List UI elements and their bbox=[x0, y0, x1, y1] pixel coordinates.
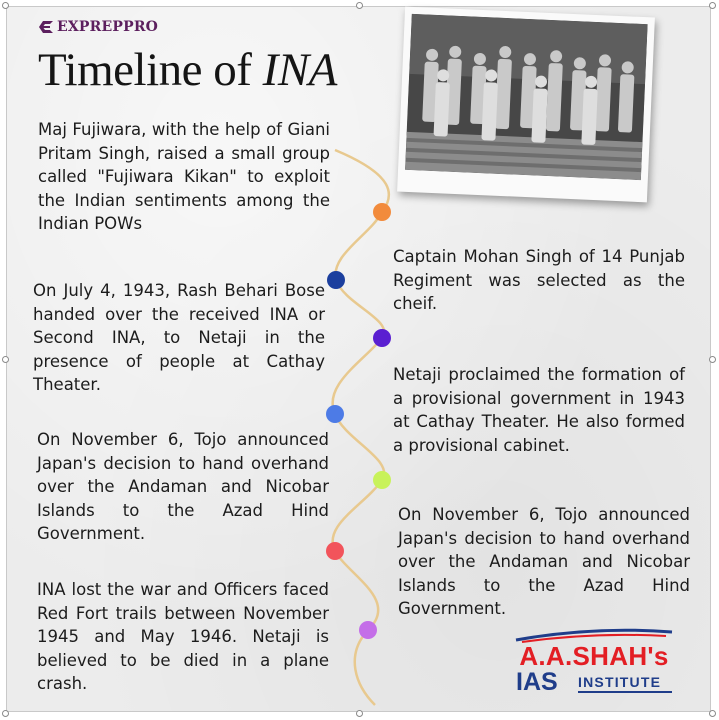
logo-ias: IAS bbox=[516, 668, 558, 696]
timeline-entry-7: INA lost the war and Officers faced Red Fort trails between November 1945 and May 1946. Netaji is believed to be died in a plane crash. bbox=[37, 580, 329, 693]
logo-name: A.A.SHAH's bbox=[519, 641, 669, 671]
title-emphasis: INA bbox=[262, 44, 337, 96]
institute-logo bbox=[514, 628, 674, 694]
timeline-dot-7 bbox=[359, 621, 377, 639]
timeline-dot-1 bbox=[373, 203, 391, 221]
brand-name: EXPREPPRO bbox=[57, 19, 159, 35]
logo-institute: INSTITUTE bbox=[578, 674, 662, 690]
title-main: Timeline of bbox=[38, 44, 263, 96]
timeline-dot-3 bbox=[373, 329, 391, 347]
timeline-entry-5: On November 6, Tojo announced Japan's decision to hand overhand over the Andaman and Nicobar Islands to the Azad Hind Government. bbox=[37, 430, 329, 543]
timeline-entry-2: Captain Mohan Singh of 14 Punjab Regiment was selected as the cheif. bbox=[393, 247, 685, 313]
timeline-dot-4 bbox=[326, 405, 344, 423]
timeline-entry-3: On July 4, 1943, Rash Behari Bose handed over the received INA or Second INA, to Netaji in the presence of people at Cathay Theater. bbox=[33, 281, 325, 394]
timeline-entry-4: Netaji proclaimed the formation of a provisional government in 1943 at Cathay Theater. He also formed a provisional cabinet. bbox=[393, 365, 685, 455]
timeline-dot-2 bbox=[327, 271, 345, 289]
timeline-entry-6: On November 6, Tojo announced Japan's decision to hand overhand over the Andaman and Nicobar Islands to the Azad Hind Government. bbox=[398, 505, 690, 618]
timeline-entry-1: Maj Fujiwara, with the help of Giani Pritam Singh, raised a small group called "Fujiwara Kikan" to exploit the Indian sentiments among the Indian POWs bbox=[38, 120, 330, 233]
timeline-line bbox=[333, 150, 389, 705]
timeline-dot-5 bbox=[373, 471, 391, 489]
logo-underline bbox=[578, 691, 672, 693]
